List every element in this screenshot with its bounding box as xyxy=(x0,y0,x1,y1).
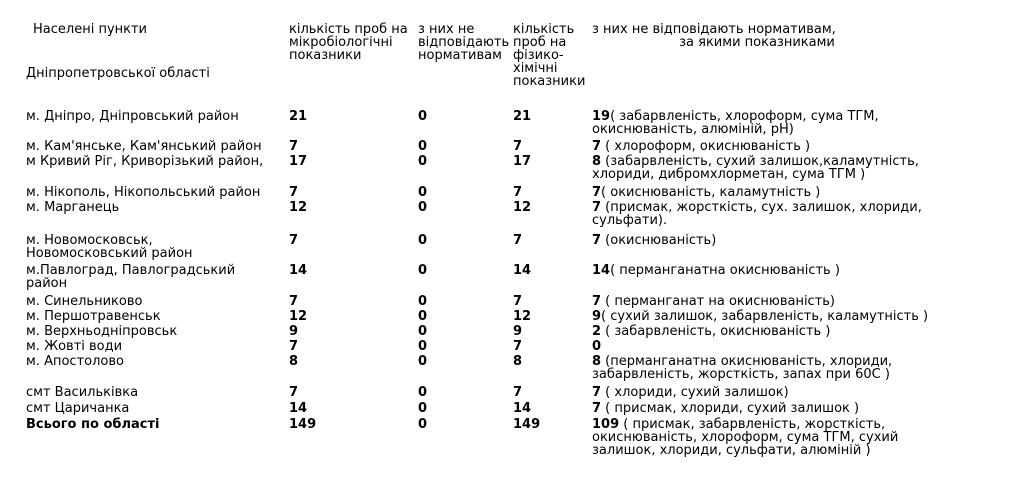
row-chem-count: 12 xyxy=(513,200,532,215)
total-label: Всього по області xyxy=(26,417,160,432)
row-chem-count: 149 xyxy=(513,417,541,432)
row-chem-fail-indicators: сульфати). xyxy=(592,213,668,228)
row-settlement: район xyxy=(26,276,68,291)
row-micro-count: 21 xyxy=(289,109,308,124)
row-micro-fail: 0 xyxy=(418,324,428,339)
row-settlement: м. Дніпро, Дніпровський район xyxy=(26,109,239,124)
row-settlement: смт Царичанка xyxy=(26,401,130,416)
row-chem-count: 14 xyxy=(513,263,532,278)
row-chem-fail xyxy=(592,418,898,457)
row-chem-fail-indicators: ( хлориди, сухий залишок) xyxy=(601,385,789,400)
header-chem-count: хімічні xyxy=(513,61,558,76)
row-micro-fail: 0 xyxy=(418,154,428,169)
row-chem-fail-indicators: ( забарвленість, хлороформ, сума ТГМ, xyxy=(610,109,879,124)
row-chem-fail xyxy=(592,110,879,136)
row-settlement: м. Першотравенськ xyxy=(26,309,161,324)
row-micro-count: 8 xyxy=(289,354,299,369)
row-chem-count: 7 xyxy=(513,339,523,354)
row-settlement: смт Васильківка xyxy=(26,385,139,400)
row-micro-count: 12 xyxy=(289,309,308,324)
header-chem-count: фізико- xyxy=(513,48,564,63)
row-chem-count: 8 xyxy=(513,354,523,369)
row-chem-fail xyxy=(592,201,922,227)
row-chem-fail-count: 7 xyxy=(592,294,602,309)
row-micro-fail: 0 xyxy=(418,185,428,200)
row-chem-fail-indicators: ( окиснюваність, каламутність ) xyxy=(601,185,821,200)
row-chem-fail-indicators: ( перманганат на окиснюваність) xyxy=(601,294,836,309)
row-micro-fail: 0 xyxy=(418,354,428,369)
row-chem-fail-count: 7 xyxy=(592,385,602,400)
row-chem-fail xyxy=(592,264,840,277)
row-micro-fail: 0 xyxy=(418,309,428,324)
row-chem-fail xyxy=(592,155,919,181)
row-chem-fail-indicators: (забарвленість, сухий залишок,каламутність, xyxy=(601,154,919,169)
row-micro-fail: 0 xyxy=(418,200,428,215)
row-chem-fail-count: 14 xyxy=(592,263,611,278)
row-chem-fail xyxy=(592,186,820,199)
row-chem-fail-count: 2 xyxy=(592,324,602,339)
row-chem-fail-indicators: (перманганатна окиснюваність, хлориди, xyxy=(601,354,893,369)
row-micro-count: 7 xyxy=(289,385,299,400)
row-micro-count: 7 xyxy=(289,233,299,248)
row-micro-count: 12 xyxy=(289,200,308,215)
row-micro-count: 7 xyxy=(289,185,299,200)
header-settlement: Населені пункти xyxy=(33,22,148,37)
row-micro-fail: 0 xyxy=(418,417,428,432)
row-chem-fail-indicators: хлориди, дибромхлорметан, сума ТГМ ) xyxy=(592,167,866,182)
row-chem-fail-indicators: залишок, хлориди, сульфати, алюміній ) xyxy=(592,443,871,458)
row-chem-fail-count: 7 xyxy=(592,185,602,200)
row-settlement: м. Апостолово xyxy=(26,354,124,369)
row-chem-fail-count: 7 xyxy=(592,233,602,248)
row-chem-count: 7 xyxy=(513,294,523,309)
row-chem-count: 7 xyxy=(513,233,523,248)
row-chem-fail-indicators: ( забарвленість, окиснюваність ) xyxy=(601,324,831,339)
row-micro-count: 14 xyxy=(289,401,308,416)
row-chem-fail-indicators: ( хлороформ, окиснюваність ) xyxy=(601,139,811,154)
row-chem-fail-indicators: (окиснюваність) xyxy=(601,233,717,248)
header-chem-fail: з них не відповідають нормативам, xyxy=(592,22,836,37)
row-micro-count: 7 xyxy=(289,139,299,154)
row-settlement: м. Синельниково xyxy=(26,294,143,309)
row-settlement: м. Нікополь, Нікопольський район xyxy=(26,185,261,200)
row-chem-fail xyxy=(592,234,716,247)
row-chem-fail xyxy=(592,295,835,308)
row-chem-fail-indicators: (присмак, жорсткість, сух. залишок, хлориди, xyxy=(601,200,922,215)
row-chem-count: 17 xyxy=(513,154,532,169)
header-chem-count: проб на xyxy=(513,35,567,50)
header-micro-count: кількість проб на xyxy=(289,22,408,37)
header-micro-fail: з них не xyxy=(418,22,475,37)
row-chem-fail-count: 0 xyxy=(592,339,602,354)
row-chem-fail xyxy=(592,402,859,415)
row-chem-fail-count: 7 xyxy=(592,200,602,215)
row-chem-count: 7 xyxy=(513,139,523,154)
row-chem-fail-count: 8 xyxy=(592,154,602,169)
row-micro-fail: 0 xyxy=(418,109,428,124)
header-chem-count: показники xyxy=(513,74,586,89)
row-micro-fail: 0 xyxy=(418,139,428,154)
header-chem-fail-indicators: за якими показниками xyxy=(679,35,835,50)
header-chem-count: кількість xyxy=(513,22,575,37)
row-settlement: м. Жовті води xyxy=(26,339,123,354)
row-chem-fail-indicators: ( присмак, забарвленість, жорсткість, xyxy=(619,417,886,432)
row-chem-fail xyxy=(592,340,601,353)
row-chem-fail-count: 8 xyxy=(592,354,602,369)
row-micro-fail: 0 xyxy=(418,339,428,354)
header-micro-fail: відповідають xyxy=(418,35,510,50)
row-settlement: м.Павлоград, Павлоградський xyxy=(26,263,236,278)
row-settlement: м. Новомосковськ, xyxy=(26,233,153,248)
row-chem-fail-count: 9 xyxy=(592,309,602,324)
row-chem-fail xyxy=(592,310,928,323)
row-micro-count: 9 xyxy=(289,324,299,339)
row-micro-fail: 0 xyxy=(418,294,428,309)
row-chem-count: 9 xyxy=(513,324,523,339)
header-region: Дніпропетровської області xyxy=(26,66,210,81)
row-chem-fail-indicators: окиснюваність, хлороформ, сума ТГМ, сухий xyxy=(592,430,899,445)
row-chem-count: 21 xyxy=(513,109,532,124)
row-settlement: м. Кам'янське, Кам'янський район xyxy=(26,139,262,154)
row-chem-fail-indicators: ( сухий залишок, забарвленість, каламутність ) xyxy=(601,309,929,324)
row-micro-count: 149 xyxy=(289,417,317,432)
row-chem-fail-count: 7 xyxy=(592,139,602,154)
row-chem-count: 14 xyxy=(513,401,532,416)
row-micro-count: 7 xyxy=(289,339,299,354)
row-chem-fail-indicators: ( перманганатна окиснюваність ) xyxy=(610,263,840,278)
row-settlement: м. Марганець xyxy=(26,200,120,215)
header-micro-count: показники xyxy=(289,48,362,63)
row-chem-count: 7 xyxy=(513,385,523,400)
row-chem-fail-count: 109 xyxy=(592,417,620,432)
row-micro-fail: 0 xyxy=(418,263,428,278)
row-chem-fail-indicators: окиснюваність, алюміній, pH) xyxy=(592,122,794,137)
row-micro-count: 14 xyxy=(289,263,308,278)
row-chem-fail-indicators: ( присмак, хлориди, сухий залишок ) xyxy=(601,401,860,416)
row-chem-fail xyxy=(592,386,789,399)
row-micro-count: 7 xyxy=(289,294,299,309)
row-chem-fail-indicators: забарвленість, жорсткість, запах при 60С ) xyxy=(592,367,890,382)
row-chem-fail xyxy=(592,140,810,153)
row-chem-fail-count: 7 xyxy=(592,401,602,416)
header-micro-count: мікробіологічні xyxy=(289,35,393,50)
row-chem-fail-count: 19 xyxy=(592,109,611,124)
row-micro-fail: 0 xyxy=(418,233,428,248)
row-settlement: м Кривий Ріг, Криворізький район, xyxy=(26,154,264,169)
row-micro-fail: 0 xyxy=(418,385,428,400)
row-settlement: Новомосковський район xyxy=(26,246,193,261)
row-chem-fail xyxy=(592,355,892,381)
row-micro-count: 17 xyxy=(289,154,308,169)
row-chem-count: 7 xyxy=(513,185,523,200)
row-chem-fail xyxy=(592,325,830,338)
row-settlement: м. Верхньодніпровськ xyxy=(26,324,178,339)
header-micro-fail: нормативам xyxy=(418,48,502,63)
row-micro-fail: 0 xyxy=(418,401,428,416)
row-chem-count: 12 xyxy=(513,309,532,324)
